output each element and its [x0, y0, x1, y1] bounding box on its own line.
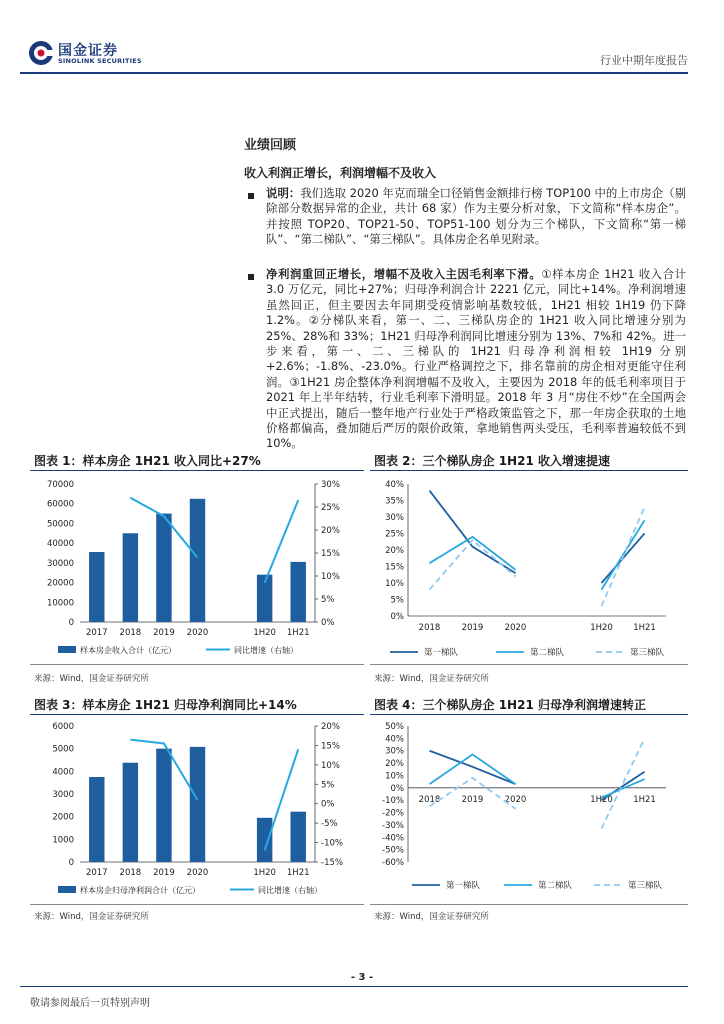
legend-line-label: 同比增速（右轴） [234, 646, 298, 655]
y-tick-label: 50000 [46, 519, 74, 530]
chart-3 [30, 716, 364, 902]
x-tick-label: 2018 [418, 623, 441, 633]
y-tick-label: 6000 [52, 722, 74, 732]
legend-bar-swatch [58, 886, 76, 893]
footer-disclaimer: 敬请参阅最后一页特别声明 [30, 998, 150, 1009]
x-tick-label: 2019 [461, 623, 484, 633]
header-divider [20, 72, 688, 74]
legend-label: 第一梯队 [446, 881, 481, 891]
y-tick-label: -20% [382, 808, 404, 819]
x-tick-label: 2020 [504, 795, 527, 805]
y2-tick-label: 30% [321, 480, 340, 490]
y-tick-label: 50% [385, 722, 404, 732]
y2-tick-label: 10% [321, 760, 340, 771]
brand-name-cn: 国金证券 [58, 43, 118, 59]
y-tick-label: 25% [385, 529, 404, 540]
legend-label: 第二梯队 [530, 648, 565, 658]
y-tick-label: 4000 [52, 767, 74, 778]
x-tick-label: 2020 [186, 868, 209, 878]
y-tick-label: 5000 [52, 744, 74, 755]
bullet-icon [248, 193, 254, 199]
y-tick-label: -50% [382, 845, 404, 856]
x-tick-label: 2020 [186, 628, 209, 638]
x-tick-label: 2019 [153, 868, 175, 878]
x-tick-label: 1H21 [633, 795, 656, 805]
y2-tick-label: 15% [321, 741, 340, 752]
y-tick-label: 30000 [46, 558, 74, 569]
x-tick-label: 2017 [85, 628, 108, 638]
figure-2-top-rule [370, 470, 688, 471]
figure-1-bottom-rule [30, 664, 364, 665]
y-tick-label: 1000 [52, 835, 74, 846]
bar [89, 777, 104, 862]
y-tick-label: 35% [385, 496, 404, 507]
paragraph-note [266, 186, 686, 248]
figure-3-title: 图表 3：样本房企 1H21 归母净利润同比+14% [34, 698, 297, 712]
y-tick-label: 10% [385, 579, 404, 589]
section-title: 业绩回顾 [244, 138, 297, 153]
bar [156, 749, 171, 862]
y2-tick-label: 25% [321, 503, 340, 513]
x-tick-label: 2019 [153, 628, 175, 638]
x-tick-label: 1H20 [253, 868, 276, 878]
legend-label: 第二梯队 [538, 881, 573, 891]
legend-bar-label: 样本房企归母净利润合计（亿元） [80, 886, 200, 895]
paragraph-lead: 净利润重回正增长，增幅不及收入主因毛利率下滑。 [266, 267, 542, 281]
figure-1-source: 来源：Wind，国金证券研究所 [34, 674, 149, 684]
x-tick-label: 2018 [119, 868, 142, 878]
figure-4-top-rule [370, 714, 688, 715]
chart-2 [370, 472, 688, 662]
figure-4-title: 图表 4：三个梯队房企 1H21 归母净利润增速转正 [374, 698, 646, 712]
y-tick-label: -60% [382, 858, 404, 868]
figure-3-top-rule [30, 714, 364, 715]
x-tick-label: 2018 [119, 628, 142, 638]
figure-2-source: 来源：Wind，国金证券研究所 [374, 674, 489, 684]
chart-4 [370, 716, 688, 902]
y-tick-label: 40% [385, 734, 404, 745]
bar [290, 812, 305, 862]
x-tick-label: 1H20 [590, 795, 613, 805]
y-tick-label: 10000 [46, 598, 74, 609]
x-tick-label: 2019 [461, 795, 484, 805]
report-type: 行业中期年度报告 [600, 54, 688, 67]
y2-tick-label: -5% [321, 819, 338, 830]
bar [89, 552, 104, 622]
x-tick-label: 1H21 [286, 868, 310, 878]
y2-tick-label: 0% [321, 618, 335, 628]
figure-2-title: 图表 2：三个梯队房企 1H21 收入增速提速 [374, 454, 610, 468]
y-tick-label: 40000 [46, 539, 74, 550]
bar [290, 562, 305, 622]
y2-tick-label: -10% [321, 838, 343, 849]
figure-4-source: 来源：Wind，国金证券研究所 [374, 912, 489, 922]
y2-tick-label: 20% [321, 722, 340, 732]
x-tick-label: 1H21 [633, 623, 656, 633]
figure-4-bottom-rule [370, 904, 688, 905]
x-tick-label: 2020 [504, 623, 527, 633]
y-tick-label: -30% [382, 820, 404, 831]
legend-label: 第三梯队 [628, 881, 663, 891]
page-number: - 3 - [350, 972, 374, 983]
y2-tick-label: 5% [321, 780, 335, 791]
chart-1 [30, 472, 364, 662]
legend-label: 第一梯队 [424, 648, 459, 658]
y-tick-label: 60000 [46, 499, 74, 510]
bar [257, 818, 272, 862]
legend-line-label: 同比增速（右轴） [258, 886, 322, 895]
bullet-icon [248, 274, 254, 280]
series-line [602, 738, 645, 828]
paragraph-profit [266, 267, 686, 452]
y-tick-label: 30% [385, 746, 404, 757]
paragraph-text: 我们选取 2020 年克而瑞全口径销售金额排行榜 TOP100 中的上市房企（剔除部分数据异常的企业，共计 68 家）作为主要分析对象，下文简称“样本房企”。并按照 TOP20、TOP21-50、TOP51-100 划分为三个梯队，下文简称“第一梯队”、“第二梯队”、“第三梯队”。具体房企名单见附录。 [266, 186, 686, 247]
y-tick-label: 15% [385, 562, 404, 573]
y2-tick-label: -15% [321, 858, 343, 868]
y-tick-label: 20% [385, 546, 404, 556]
series-line [602, 507, 645, 606]
y2-tick-label: 10% [321, 572, 340, 582]
y2-tick-label: 5% [321, 595, 335, 605]
y-tick-label: -40% [382, 833, 404, 844]
paragraph-text: ①样本房企 1H21 收入合计 3.0 万亿元，同比+27%；归母净利润合计 2221 亿元，同比+14%。净利润增速虽然回正，但主要因去年同期受疫情影响基数较低，1H21 相较 1H19 仍下降 1.2%。②分梯队来看，第一、二、三梯队房企的 1H21 收入同比增速分别为 25%、28%和 33%；1H21 归母净利润同比增速分别为 13%、7%和 42%。进一步来看，第一、二、三梯队的 1H21 归母净利润相较 1H19 分别+2.6%；-1.8%、-23.0%。行业严格调控之下，排名靠前的房企相对更能守住利润。③1H21 房企整体净利润增幅不及收入，主要因为 2018 年的低毛利率项目于 2021 年上半年结转，行业毛利率下滑明显。2018 年 3 月“房住不炒”在全国两会中正式提出，随后一整年地产行业处于严格政策监管之下，那一年房企获取的土地价格都偏高，叠加随后严厉的限价政策，拿地销售两头受压，毛利率普遍较低不到 10%。 [266, 267, 686, 451]
y-tick-label: 5% [390, 595, 404, 606]
y-tick-label: 0% [390, 783, 404, 794]
bar [156, 514, 171, 622]
y-tick-label: -10% [382, 796, 404, 807]
bar [123, 763, 138, 862]
legend-bar-label: 样本房企收入合计（亿元） [80, 646, 176, 655]
bar [123, 533, 138, 622]
y-tick-label: 30% [385, 513, 404, 523]
figure-1-top-rule [30, 470, 364, 471]
bar [190, 747, 205, 862]
figure-1-title: 图表 1：样本房企 1H21 收入同比+27% [34, 454, 261, 468]
y-tick-label: 0% [390, 612, 404, 622]
section-subtitle: 收入利润正增长，利润增幅不及收入 [244, 166, 437, 180]
x-tick-label: 2018 [418, 795, 441, 805]
x-tick-label: 2017 [85, 868, 108, 878]
y-tick-label: 20000 [46, 578, 74, 589]
figure-2-bottom-rule [370, 664, 688, 665]
bar [190, 499, 205, 622]
y-tick-label: 3000 [52, 790, 74, 800]
x-tick-label: 1H20 [590, 623, 613, 633]
y-tick-label: 0 [68, 618, 74, 628]
y-tick-label: 0 [68, 858, 74, 868]
x-tick-label: 1H21 [286, 628, 310, 638]
y-tick-label: 40% [385, 480, 404, 490]
y-tick-label: 20% [385, 759, 404, 770]
series-line [430, 751, 516, 784]
y2-tick-label: 15% [321, 549, 340, 559]
footer-divider [20, 986, 688, 987]
y2-tick-label: 0% [321, 799, 335, 810]
x-tick-label: 1H20 [253, 628, 276, 638]
y-tick-label: 10% [385, 771, 404, 782]
y-tick-label: 70000 [46, 480, 74, 490]
brand-logo-icon [28, 40, 54, 66]
y2-tick-label: 20% [321, 526, 340, 536]
y-tick-label: 2000 [52, 812, 74, 823]
paragraph-lead: 说明： [266, 186, 301, 200]
brand-name-en: SINOLINK SECURITIES [58, 57, 142, 65]
figure-3-bottom-rule [30, 904, 364, 905]
figure-3-source: 来源：Wind，国金证券研究所 [34, 912, 149, 922]
legend-bar-swatch [58, 646, 76, 653]
legend-label: 第三梯队 [630, 648, 665, 658]
